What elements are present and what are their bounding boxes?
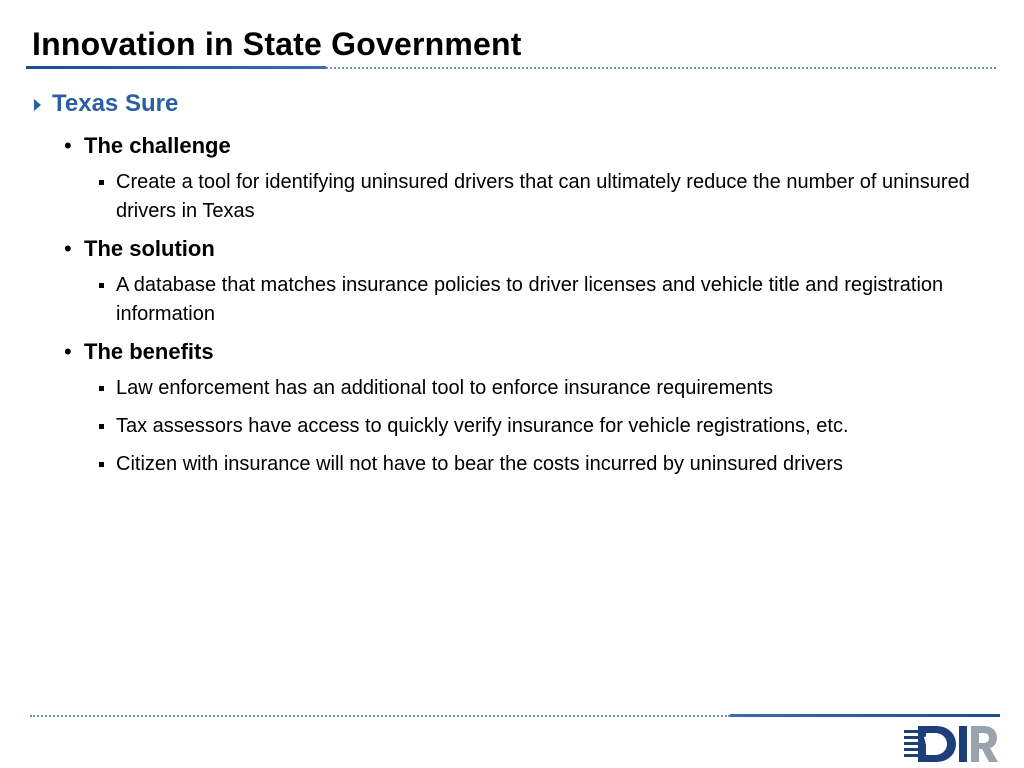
square-bullet-icon bbox=[99, 386, 104, 391]
dir-logo bbox=[904, 724, 998, 762]
list-item: Tax assessors have access to quickly verify insurance for vehicle registrations, etc. bbox=[32, 412, 982, 441]
slide-body bbox=[32, 88, 982, 488]
square-bullet-icon bbox=[99, 462, 104, 467]
square-bullet-icon bbox=[99, 424, 104, 429]
section-heading-solution: • The solution bbox=[64, 236, 215, 261]
list-item: Create a tool for identifying uninsured drivers that can ultimately reduce the number of uninsured drivers in Texas bbox=[32, 168, 982, 226]
texas-flag-lines-icon bbox=[904, 730, 918, 757]
dot-bullet-icon: • bbox=[64, 339, 72, 364]
slide-title: Innovation in State Government bbox=[32, 26, 522, 62]
square-bullet-icon bbox=[99, 283, 104, 288]
topic-label: Texas Sure bbox=[52, 90, 179, 117]
topic-bullet bbox=[32, 88, 982, 120]
dot-bullet-icon: • bbox=[64, 236, 72, 261]
section-heading-benefits: • The benefits bbox=[64, 339, 214, 364]
section-heading-challenge: • The challenge bbox=[64, 133, 231, 158]
list-item: Citizen with insurance will not have to bear the costs incurred by uninsured drivers bbox=[32, 450, 982, 479]
triangle-bullet-icon bbox=[34, 99, 41, 111]
dot-bullet-icon: • bbox=[64, 133, 72, 158]
texas-shape-icon bbox=[924, 736, 938, 751]
square-bullet-icon bbox=[99, 180, 104, 185]
list-item: A database that matches insurance policies to driver licenses and vehicle title and registration information bbox=[32, 271, 982, 329]
list-item: Law enforcement has an additional tool to enforce insurance requirements bbox=[32, 374, 982, 403]
